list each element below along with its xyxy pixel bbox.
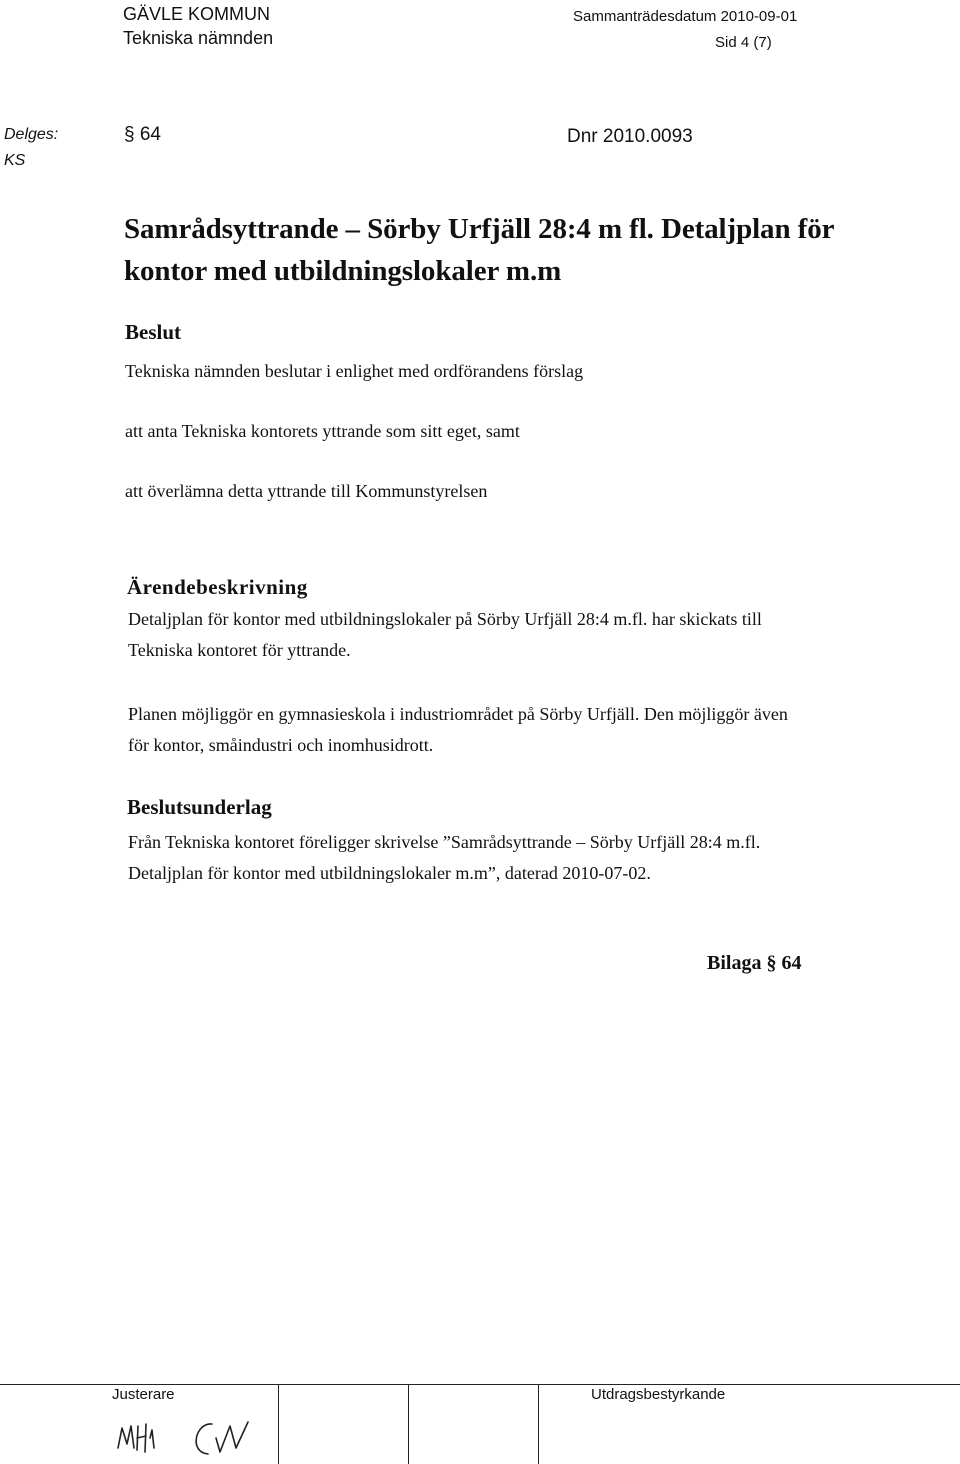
attachment-reference: Bilaga § 64 xyxy=(707,952,802,974)
footer-column-divider xyxy=(408,1384,409,1464)
beslut-clause-1: att anta Tekniska kontorets yttrande som sitt eget, samt xyxy=(125,421,520,441)
delges-recipient: KS xyxy=(4,152,26,169)
arende-paragraph-2: Planen möjliggör en gymnasieskola i industriområdet på Sörby Urfjäll. Den möjliggör även för kontor, småindustri och inomhusidrott. xyxy=(128,704,788,755)
department-name: Tekniska nämnden xyxy=(123,28,274,48)
signature-initials xyxy=(112,1408,282,1464)
diary-number: Dnr 2010.0093 xyxy=(567,126,693,147)
footer-divider xyxy=(0,1384,960,1385)
meeting-date: Sammanträdesdatum 2010-09-01 xyxy=(573,8,798,25)
document-title: Samrådsyttrande – Sörby Urfjäll 28:4 m fl. Detaljplan för kontor med utbildningslokaler m.m xyxy=(124,213,834,287)
paragraph-number: § 64 xyxy=(124,124,161,145)
delges-label: Delges: xyxy=(4,126,59,143)
arende-paragraph-1: Detaljplan för kontor med utbildningslokaler på Sörby Urfjäll 28:4 m.fl. har skickats till Tekniska kontoret för yttrande. xyxy=(128,609,762,660)
justerare-label: Justerare xyxy=(112,1386,175,1403)
underlag-heading: Beslutsunderlag xyxy=(127,795,272,819)
beslut-text: Tekniska nämnden beslutar i enlighet med ordförandens förslag xyxy=(125,361,584,381)
underlag-paragraph: Från Tekniska kontoret föreligger skrivelse ”Samrådsyttrande – Sörby Urfjäll 28:4 m.fl. Detaljplan för kontor med utbildningslokaler m.m”, daterad 2010-07-02. xyxy=(128,832,761,883)
footer-column-divider xyxy=(538,1384,539,1464)
arende-heading: Ärendebeskrivning xyxy=(127,575,308,599)
beslut-clause-2: att överlämna detta yttrande till Kommunstyrelsen xyxy=(125,481,488,501)
beslut-heading: Beslut xyxy=(125,320,182,344)
utdragsbestyrkande-label: Utdragsbestyrkande xyxy=(591,1386,726,1403)
organization-name: GÄVLE KOMMUN xyxy=(123,4,271,24)
page-number: Sid 4 (7) xyxy=(715,34,772,51)
